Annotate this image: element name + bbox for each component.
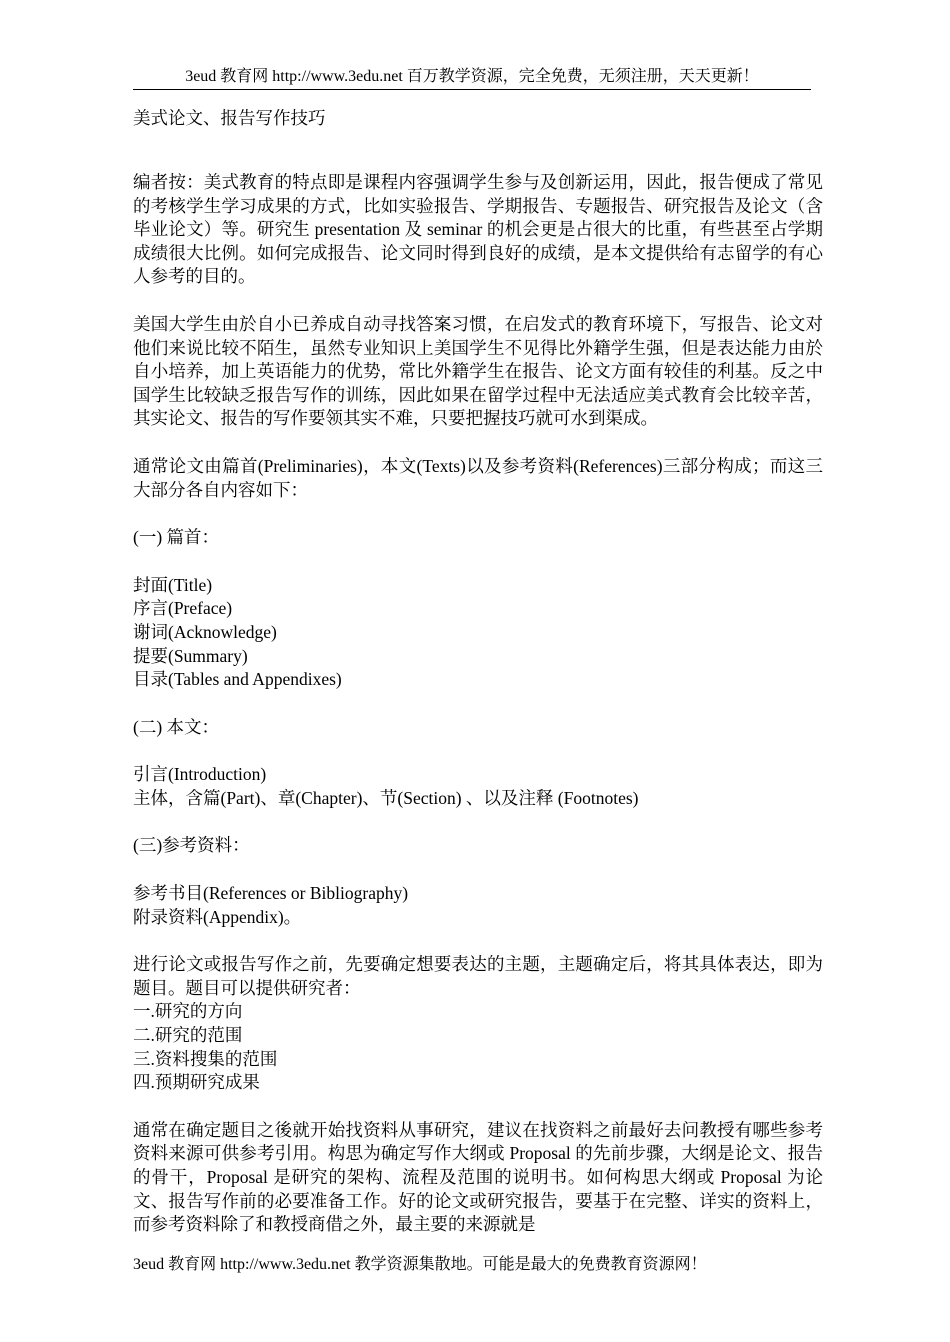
list-item: 序言(Preface) [133,598,233,619]
intro-paragraph: 美国大学生由於自小已养成自动寻找答案习惯，在启发式的教育环境下，写报告、论文对他们来说比较不陌生，虽然专业知识上美国学生不见得比外籍学生强，但是表达能力由於自小培养，加上英语能力的优势，常比外籍学生在报告、论文方面有较佳的利基。反之中国学生比较缺乏报告写作的训练，因此如果在留学过程中无法适应美式教育会比较辛苦，其实论文、报告的写作要领其实不难，只要把握技巧就可水到渠成。 [133,313,823,429]
document-title: 美式论文、报告写作技巧 [133,108,326,128]
list-item: 三.资料搜集的范围 [133,1048,278,1069]
list-item: 提要(Summary) [133,645,248,666]
section-references-list [133,882,823,929]
list-item: 谢词(Acknowledge) [133,621,277,642]
section-texts-heading: (二) 本文： [133,716,220,737]
list-item: 二.研究的范围 [133,1025,243,1046]
document-body [133,171,823,1261]
topic-paragraph: 进行论文或报告写作之前，先要确定想要表达的主题，主题确定后，将其具体表达，即为题目。题目可以提供研究者： [133,954,823,998]
topic-block [133,953,823,1095]
list-item: 一.研究的方向 [133,1001,243,1022]
section-references-heading: (三)参考资料： [133,835,250,856]
list-item: 封面(Title) [133,574,213,595]
list-item: 参考书目(References or Bibliography) [133,883,409,904]
page-header: 3eud 教育网 http://www.3edu.net 百万教学资源，完全免费，无须注册，天天更新！ [133,66,811,90]
page-footer: 3eud 教育网 http://www.3edu.net 教学资源集散地。可能是最大的免费教育资源网！ [133,1256,707,1273]
list-item: 主体，含篇(Part)、章(Chapter)、节(Section) 、以及注释 (Footnotes) [133,787,639,808]
section-preliminaries-list [133,574,823,692]
section-texts-list [133,763,823,810]
editor-note-paragraph: 编者按：美式教育的特点即是课程内容强调学生参与及创新运用，因此，报告便成了常见的考核学生学习成果的方式，比如实验报告、学期报告、专题报告、研究报告及论文（含毕业论文）等。研究生 presentation 及 seminar 的机会更是占很大的比重，有些甚至占学期成绩很大比例。如何完成报告、论文同时得到良好的成绩，是本文提供给有志留学的有心人参考的目的。 [133,172,823,287]
list-item: 附录资料(Appendix)。 [133,906,302,927]
list-item: 目录(Tables and Appendixes) [133,669,342,690]
list-item: 四.预期研究成果 [133,1072,260,1093]
research-paragraph: 通常在确定题目之後就开始找资料从事研究，建议在找资料之前最好去问教授有哪些参考资料来源可供参考引用。构思为确定写作大纲或 Proposal 的先前步骤，大纲是论文、报告的骨干，Proposal 是研究的架构、流程及范围的说明书。如何构思大纲或 Proposal 为论文、报告写作前的必要准备工作。好的论文或研究报告，要基于在完整、详实的资料上，而参考资料除了和教授商借之外，最主要的来源就是 [133,1119,823,1235]
section-preliminaries-heading: (一) 篇首： [133,527,220,548]
structure-paragraph: 通常论文由篇首(Preliminaries)，本文(Texts)以及参考资料(References)三部分构成；而这三大部分各自内容如下： [133,455,823,500]
list-item: 引言(Introduction) [133,764,267,785]
